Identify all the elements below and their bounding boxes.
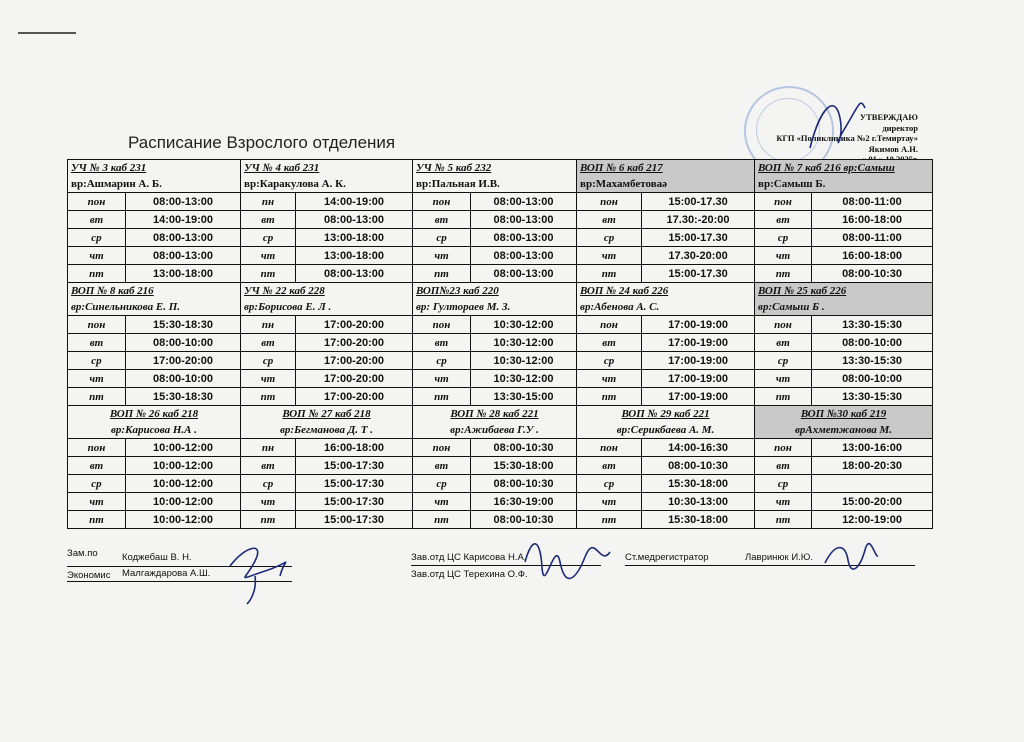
cabinet-code: ВОП № 28 каб 221 xyxy=(450,408,539,420)
time-cell: 08:00-10:30 xyxy=(471,475,577,493)
doctor-header xyxy=(241,283,413,316)
cabinet-code: ВОП № 25 каб 226 xyxy=(758,285,847,297)
doctor-header xyxy=(413,160,577,193)
table-row xyxy=(68,511,933,529)
doctor-name: вр:Синельникова Е. П. xyxy=(71,301,181,313)
time-cell: 10:30-13:00 xyxy=(642,493,755,511)
doctor-header xyxy=(755,160,933,193)
cabinet-code: ВОП № 8 каб 216 xyxy=(71,285,154,297)
cabinet-code: ВОП №30 каб 219 xyxy=(800,408,887,420)
day-cell: пон xyxy=(577,316,642,334)
time-cell: 15:00-17.30 xyxy=(642,193,755,211)
day-cell: пт xyxy=(68,265,126,283)
day-cell: пт xyxy=(241,388,296,406)
time-cell: 16:00-18:00 xyxy=(296,439,413,457)
time-cell: 08:00-13:00 xyxy=(296,211,413,229)
doctor-header xyxy=(577,160,755,193)
day-cell: пт xyxy=(241,265,296,283)
time-cell: 13:30-15:30 xyxy=(812,388,933,406)
time-cell: 17.30:-20:00 xyxy=(642,211,755,229)
cabinet-code: ВОП № 27 каб 218 xyxy=(282,408,371,420)
table-row xyxy=(68,457,933,475)
day-cell: чт xyxy=(577,370,642,388)
cabinet-code: ВОП № 6 каб 217 xyxy=(580,162,663,174)
time-cell: 16:00-18:00 xyxy=(812,247,933,265)
time-cell: 15:00-20:00 xyxy=(812,493,933,511)
day-cell: пт xyxy=(241,511,296,529)
doctor-header xyxy=(755,283,933,316)
scan-mark xyxy=(18,32,76,34)
day-cell: вт xyxy=(755,334,812,352)
day-cell: чт xyxy=(413,370,471,388)
day-cell: пон xyxy=(755,439,812,457)
footer-zam-label: Зам.по xyxy=(67,548,98,559)
approval-line: директор xyxy=(882,122,918,133)
day-cell: пон xyxy=(413,316,471,334)
time-cell: 08:00-10:30 xyxy=(812,265,933,283)
time-cell: 17:00-20:00 xyxy=(126,352,241,370)
doctor-header xyxy=(413,283,577,316)
doctor-name: вр:Абенова А. С. xyxy=(580,301,660,313)
day-cell: пт xyxy=(413,511,471,529)
day-cell: пон xyxy=(68,316,126,334)
time-cell: 13:00-18:00 xyxy=(296,247,413,265)
day-cell: чт xyxy=(241,247,296,265)
day-cell: чт xyxy=(755,247,812,265)
schedule-table xyxy=(67,159,933,529)
doctor-name: вр: Гултораев М. З. xyxy=(416,301,511,313)
cabinet-code: ВОП№23 каб 220 xyxy=(416,285,499,297)
doctor-name: вр:Самыш Б. xyxy=(758,178,826,190)
footer-nurse-name: Лавринюк И.Ю. xyxy=(745,552,814,563)
doctor-header xyxy=(577,283,755,316)
day-cell: ср xyxy=(755,475,812,493)
time-cell: 08:00-10:00 xyxy=(812,370,933,388)
time-cell: 13:00-18:00 xyxy=(126,265,241,283)
day-cell: ср xyxy=(755,229,812,247)
day-cell: чт xyxy=(68,370,126,388)
cabinet-code: УЧ № 3 каб 231 xyxy=(71,162,147,174)
time-cell: 14:00-16:30 xyxy=(642,439,755,457)
day-cell: вт xyxy=(68,211,126,229)
approval-line: КГП «Поликлиника №2 г.Темиртау» xyxy=(776,133,918,143)
time-cell: 08:00-10:00 xyxy=(812,334,933,352)
time-cell: 08:00-10:30 xyxy=(471,511,577,529)
time-cell: 08:00-10:00 xyxy=(126,370,241,388)
time-cell: 10:30-12:00 xyxy=(471,316,577,334)
day-cell: пон xyxy=(577,439,642,457)
day-cell: чт xyxy=(68,247,126,265)
day-cell: пт xyxy=(68,388,126,406)
time-cell: 16:30-19:00 xyxy=(471,493,577,511)
day-cell: вт xyxy=(577,334,642,352)
time-cell: 14:00-19:00 xyxy=(126,211,241,229)
time-cell: 17:00-20:00 xyxy=(296,334,413,352)
day-cell: чт xyxy=(241,493,296,511)
time-cell: 08:00-13:00 xyxy=(471,229,577,247)
table-row xyxy=(68,193,933,211)
day-cell: пон xyxy=(413,439,471,457)
time-cell: 08:00-13:00 xyxy=(126,193,241,211)
time-cell: 10:00-12:00 xyxy=(126,457,241,475)
block-header-row xyxy=(68,160,933,193)
day-cell: ср xyxy=(241,229,296,247)
time-cell: 08:00-11:00 xyxy=(812,193,933,211)
table-row xyxy=(68,247,933,265)
time-cell: 17:00-20:00 xyxy=(296,370,413,388)
time-cell: 13:30-15:00 xyxy=(471,388,577,406)
day-cell: пн xyxy=(241,439,296,457)
day-cell: пт xyxy=(413,388,471,406)
time-cell: 17.30-20:00 xyxy=(642,247,755,265)
day-cell: вт xyxy=(577,211,642,229)
table-row xyxy=(68,388,933,406)
day-cell: чт xyxy=(241,370,296,388)
doctor-name: врАхметжанова М. xyxy=(794,424,893,436)
time-cell: 10:00-12:00 xyxy=(126,493,241,511)
time-cell: 08:00-13:00 xyxy=(126,247,241,265)
day-cell: пн xyxy=(241,316,296,334)
time-cell: 08:00-13:00 xyxy=(471,265,577,283)
day-cell: ср xyxy=(577,475,642,493)
table-row xyxy=(68,265,933,283)
cabinet-code: ВОП № 24 каб 226 xyxy=(580,285,669,297)
doctor-header xyxy=(413,406,577,439)
time-cell: 12:00-19:00 xyxy=(812,511,933,529)
doctor-name: вр:Ажибаева Г.У . xyxy=(450,424,539,436)
day-cell: пт xyxy=(577,388,642,406)
doctor-header xyxy=(241,160,413,193)
day-cell: пон xyxy=(577,193,642,211)
time-cell: 16:00-18:00 xyxy=(812,211,933,229)
table-row xyxy=(68,334,933,352)
day-cell: ср xyxy=(413,352,471,370)
day-cell: пт xyxy=(755,265,812,283)
page-title: Расписание Взрослого отделения xyxy=(128,133,396,152)
time-cell: 08:00-13:00 xyxy=(126,229,241,247)
signature-nurse xyxy=(820,538,880,573)
time-cell: 10:00-12:00 xyxy=(126,511,241,529)
doctor-name: вр:Борисова Е. Л . xyxy=(244,301,332,313)
time-cell: 10:00-12:00 xyxy=(126,439,241,457)
table-row xyxy=(68,352,933,370)
day-cell: вт xyxy=(577,457,642,475)
time-cell: 17:00-20:00 xyxy=(296,316,413,334)
day-cell: чт xyxy=(68,493,126,511)
day-cell: ср xyxy=(241,475,296,493)
signature-zam xyxy=(225,536,295,606)
day-cell: пт xyxy=(755,388,812,406)
cabinet-code: ВОП № 26 каб 218 xyxy=(109,408,199,420)
day-cell: ср xyxy=(755,352,812,370)
time-cell: 08:00-10:30 xyxy=(642,457,755,475)
day-cell: вт xyxy=(68,457,126,475)
time-cell: 17:00-20:00 xyxy=(296,352,413,370)
time-cell: 15:00-17:30 xyxy=(296,493,413,511)
cabinet-code: УЧ № 4 каб 231 xyxy=(244,162,320,174)
time-cell: 08:00-13:00 xyxy=(471,247,577,265)
time-cell: 17:00-19:00 xyxy=(642,388,755,406)
table-row xyxy=(68,439,933,457)
day-cell: вт xyxy=(241,211,296,229)
footer-zam-name: Коджебаш В. Н. xyxy=(122,552,192,563)
time-cell: 13:30-15:30 xyxy=(812,352,933,370)
director-signature xyxy=(790,88,870,158)
cabinet-code: ВОП № 29 каб 221 xyxy=(621,408,710,420)
day-cell: вт xyxy=(755,457,812,475)
time-cell: 13:00-18:00 xyxy=(296,229,413,247)
time-cell: 08:00-13:00 xyxy=(471,193,577,211)
time-cell: 10:00-12:00 xyxy=(126,475,241,493)
day-cell: вт xyxy=(413,457,471,475)
time-cell: 10:30-12:00 xyxy=(471,370,577,388)
table-row xyxy=(68,370,933,388)
doctor-name: вр:Самыш Б . xyxy=(758,301,825,313)
time-cell: 15:30-18:00 xyxy=(642,511,755,529)
day-cell: ср xyxy=(413,229,471,247)
day-cell: пон xyxy=(68,193,126,211)
time-cell: 18:00-20:30 xyxy=(812,457,933,475)
time-cell: 17:00-20:00 xyxy=(296,388,413,406)
footer-zav1: Зав.отд ЦС Карисова Н.А. xyxy=(411,552,527,563)
doctor-header xyxy=(241,406,413,439)
day-cell: пн xyxy=(241,193,296,211)
cabinet-code: ВОП № 7 каб 216 вр:Самыш xyxy=(758,162,895,174)
day-cell: чт xyxy=(413,493,471,511)
day-cell: пт xyxy=(68,511,126,529)
doctor-header xyxy=(68,283,241,316)
day-cell: пт xyxy=(413,265,471,283)
time-cell: 13:00-16:00 xyxy=(812,439,933,457)
table-row xyxy=(68,493,933,511)
footer-econ-name: Малгаждарова А.Ш. xyxy=(122,568,211,579)
time-cell: 15:30-18:00 xyxy=(471,457,577,475)
doctor-name: вр:Карисова Н.А . xyxy=(111,424,197,436)
doctor-name: вр:Серикбаева А. М. xyxy=(616,424,715,436)
day-cell: пон xyxy=(68,439,126,457)
table-row xyxy=(68,229,933,247)
block-header-row xyxy=(68,406,933,439)
day-cell: ср xyxy=(577,229,642,247)
time-cell: 08:00-11:00 xyxy=(812,229,933,247)
day-cell: вт xyxy=(68,334,126,352)
time-cell: 17:00-19:00 xyxy=(642,316,755,334)
day-cell: ср xyxy=(68,352,126,370)
doctor-name: вр:Пальная И.В. xyxy=(416,178,500,190)
time-cell: 10:30-12:00 xyxy=(471,352,577,370)
day-cell: ср xyxy=(68,475,126,493)
approval-line: УТВЕРЖДАЮ xyxy=(859,112,918,122)
doctor-name: вр:Махамбетоваə xyxy=(580,178,668,190)
day-cell: вт xyxy=(413,334,471,352)
cabinet-code: УЧ № 22 каб 228 xyxy=(244,285,325,297)
day-cell: пон xyxy=(413,193,471,211)
table-row xyxy=(68,211,933,229)
day-cell: вт xyxy=(241,334,296,352)
time-cell: 15:00-17.30 xyxy=(642,265,755,283)
signature-zav xyxy=(520,532,615,587)
doctor-name: вр:Бегманова Д. Т . xyxy=(280,424,373,436)
time-cell: 17:00-19:00 xyxy=(642,334,755,352)
day-cell: вт xyxy=(755,211,812,229)
day-cell: вт xyxy=(413,211,471,229)
day-cell: чт xyxy=(755,493,812,511)
time-cell: 14:00-19:00 xyxy=(296,193,413,211)
table-row xyxy=(68,316,933,334)
time-cell: 15:00-17.30 xyxy=(642,229,755,247)
footer-econ-label: Экономис xyxy=(67,570,111,581)
time-cell: 15:30-18:30 xyxy=(126,316,241,334)
day-cell: ср xyxy=(577,352,642,370)
day-cell: чт xyxy=(577,247,642,265)
time-cell: 17:00-19:00 xyxy=(642,352,755,370)
time-cell: 15:00-17:30 xyxy=(296,475,413,493)
time-cell: 08:00-10:00 xyxy=(126,334,241,352)
day-cell: чт xyxy=(577,493,642,511)
day-cell: пон xyxy=(755,193,812,211)
doctor-header xyxy=(577,406,755,439)
time-cell: 08:00-13:00 xyxy=(471,211,577,229)
day-cell: ср xyxy=(68,229,126,247)
time-cell: 15:00-17:30 xyxy=(296,457,413,475)
footer-zav2: Зав.отд ЦС Терехина О.Ф. xyxy=(411,569,528,580)
time-cell: 10:30-12:00 xyxy=(471,334,577,352)
time-cell: 15:30-18:00 xyxy=(642,475,755,493)
day-cell: ср xyxy=(241,352,296,370)
day-cell: чт xyxy=(755,370,812,388)
approval-line: Якимов А.Н. xyxy=(868,143,918,154)
cabinet-code: УЧ № 5 каб 232 xyxy=(416,162,492,174)
time-cell: 08:00-10:30 xyxy=(471,439,577,457)
time-cell: 13:30-15:30 xyxy=(812,316,933,334)
time-cell: 15:30-18:30 xyxy=(126,388,241,406)
day-cell: пт xyxy=(577,265,642,283)
doctor-header xyxy=(68,406,241,439)
day-cell: ср xyxy=(413,475,471,493)
block-header-row xyxy=(68,283,933,316)
time-cell: 08:00-13:00 xyxy=(296,265,413,283)
day-cell: пон xyxy=(755,316,812,334)
table-row xyxy=(68,475,933,493)
day-cell: вт xyxy=(241,457,296,475)
footer-nurse-label: Ст.медрегистратор xyxy=(625,552,709,563)
doctor-header xyxy=(68,160,241,193)
doctor-header xyxy=(755,406,933,439)
day-cell: чт xyxy=(413,247,471,265)
doctor-name: вр:Ашмарин А. Б. xyxy=(71,178,162,190)
doctor-name: вр:Каракулова А. К. xyxy=(244,178,346,190)
day-cell: пт xyxy=(755,511,812,529)
day-cell: пт xyxy=(577,511,642,529)
time-cell: 15:00-17:30 xyxy=(296,511,413,529)
time-cell: 17:00-19:00 xyxy=(642,370,755,388)
time-cell xyxy=(812,475,933,493)
